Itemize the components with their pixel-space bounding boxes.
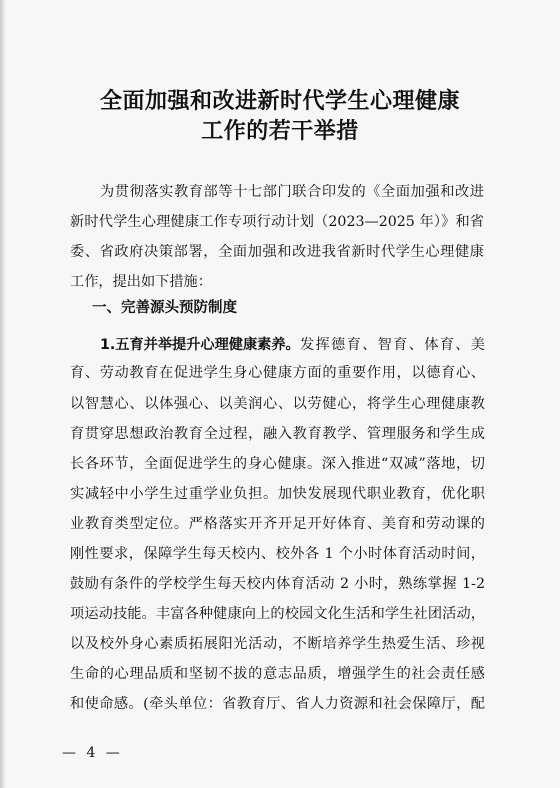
document-title-line-1: 全面加强和改进新时代学生心理健康 [99,89,460,114]
item-line-8 [0,543,560,565]
item-lead-text: 1.五育并举提升心理健康素养。 [100,337,300,353]
item-line-text: 鼓励有条件的学校学生每天校内体育活动 2 小时，熟练掌握 1-2 [70,576,485,592]
intro-line-text: 工作，提出如下措施： [70,274,212,290]
item-line-text: 育贯穿思想政治教育全过程，融入教育教学、管理服务和学生成 [70,426,485,442]
item-line-11 [0,633,560,655]
item-line-4 [0,423,560,445]
item-line-text: 业教育类型定位。严格落实开齐开足开好体育、美育和劳动课的 [70,516,485,532]
item-line-text: 以智慧心、以体强心、以美润心、以劳健心，将学生心理健康教 [70,396,485,412]
item-line-1 [0,334,560,356]
item-line-text: 项运动技能。丰富各种健康向上的校园文化生活和学生社团活动， [70,606,485,622]
item-line-12 [0,663,560,685]
item-line-9 [0,573,560,595]
item-line-10 [0,603,560,625]
document-title-line-2: 工作的若干举措 [201,119,359,144]
intro-line-text: 委、省政府决策部署，全面加强和改进我省新时代学生心理健康 [70,244,484,260]
item-line-text: 和使命感。(牵头单位：省教育厅、省人力资源和社会保障厅，配 [70,696,485,712]
item-line-13 [0,693,560,715]
item-line-text: 以及校外身心素质拓展阳光活动，不断培养学生热爱生活、珍视 [70,636,485,652]
section-heading [0,297,560,319]
item-line-text: 长各环节，全面促进学生的身心健康。深入推进“双减”落地，切 [70,456,485,472]
item-line-text: 生命的心理品质和坚韧不拔的意志品质，增强学生的社会责任感 [70,666,485,682]
page-number: — 4 — [62,745,123,761]
item-line-text: 育、劳动教育在促进学生身心健康方面的重要作用，以德育心、 [70,365,485,381]
item-line-6 [0,483,560,505]
item-line-text: 刚性要求，保障学生每天校内、校外各 1 个小时体育活动时间， [70,546,485,562]
intro-line-4 [0,271,560,293]
intro-line-text: 为贯彻落实教育部等十七部门联合印发的《全面加强和改进 [100,184,484,200]
item-line-5 [0,453,560,475]
intro-line-text: 新时代学生心理健康工作专项行动计划（2023—2025 年）》和省 [70,214,484,230]
intro-line-2 [0,211,560,233]
item-line-2 [0,362,560,384]
item-line-text: 实减轻中小学生过重学业负担。加快发展现代职业教育，优化职 [70,486,485,502]
item-line-7 [0,513,560,535]
section-heading-text: 一、完善源头预防制度 [92,300,237,316]
intro-line-3 [0,241,560,263]
item-line-3 [0,393,560,415]
item-line-text: 发挥德育、智育、体育、美 [300,337,485,353]
intro-line-1 [0,181,560,203]
